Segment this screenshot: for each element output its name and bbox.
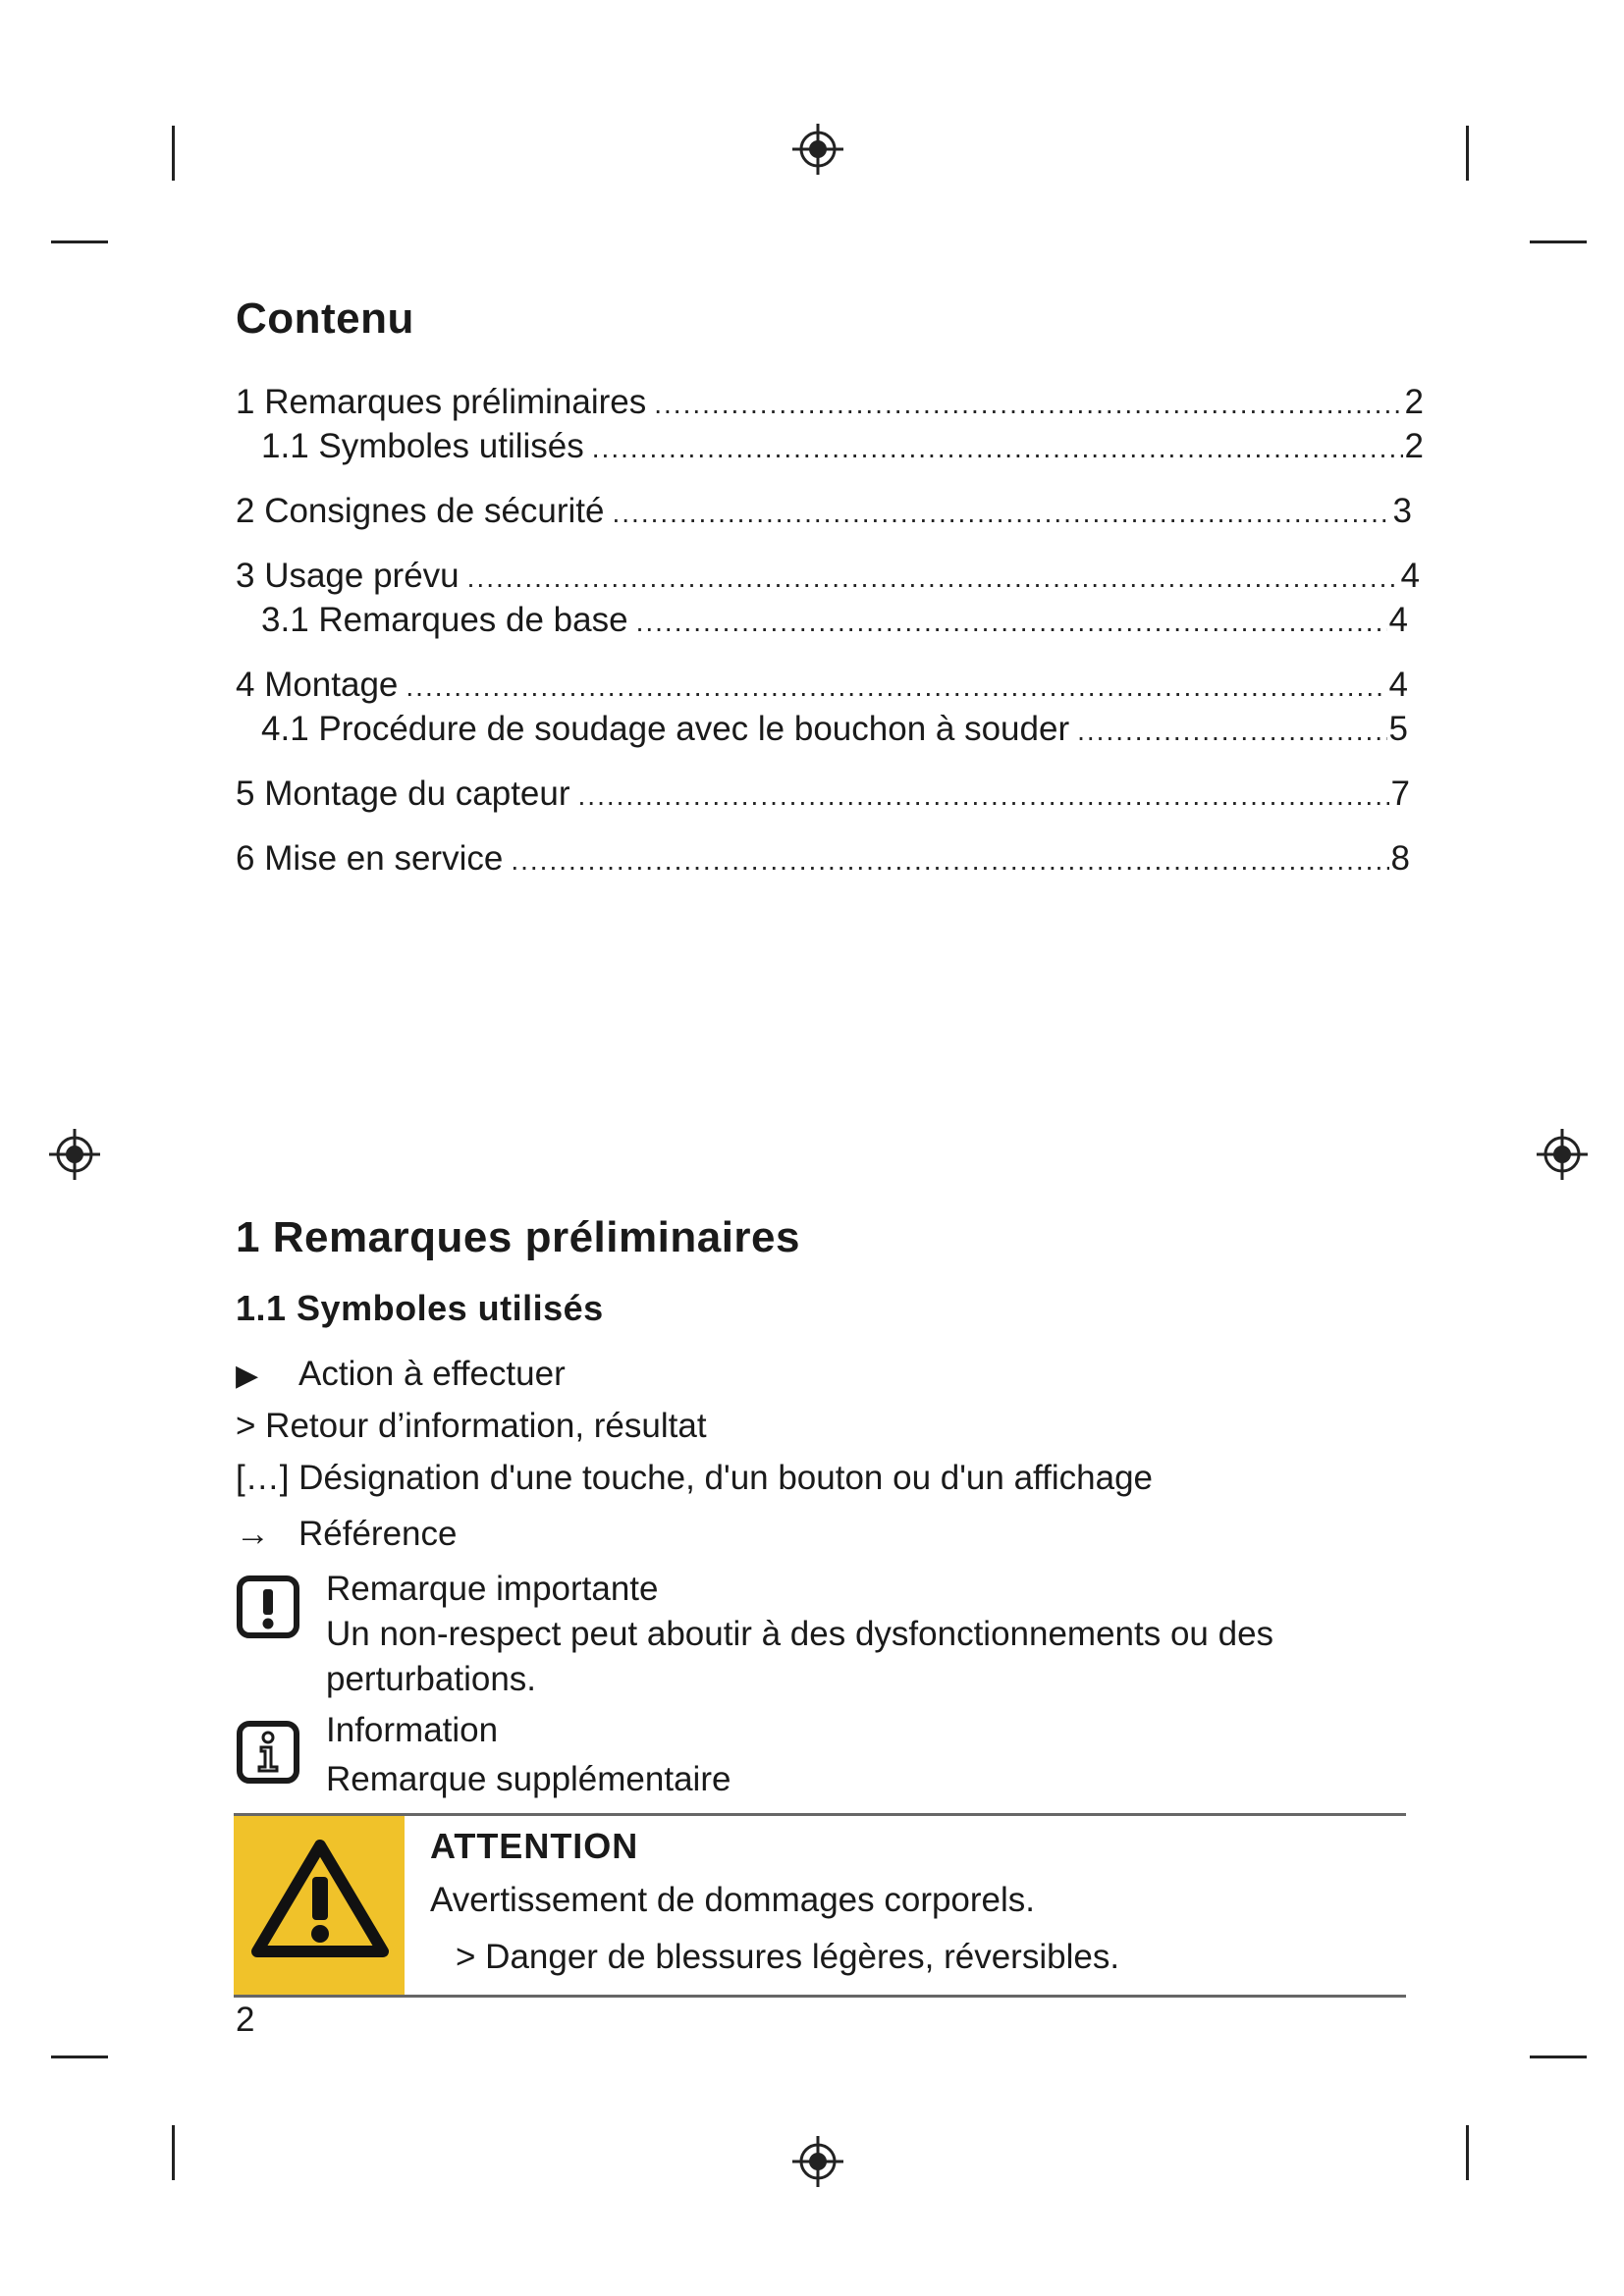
important-title: Remarque importante [326, 1570, 659, 1608]
toc-entry-label: 2 Consignes de sécurité [236, 492, 605, 530]
toc-dot-leader [592, 427, 1403, 470]
toc-entry-page: 3 [1392, 492, 1412, 530]
important-note [326, 1567, 1273, 1702]
registration-mark-right-icon [1535, 1127, 1590, 1182]
toc-title: Contenu [236, 294, 414, 343]
information-icon [236, 1720, 300, 1785]
toc-dot-leader [613, 492, 1391, 535]
subsection-heading: 1.1 Symboles utilisés [236, 1288, 604, 1328]
toc-entry[interactable] [236, 773, 1410, 816]
registration-mark-bottom-icon [790, 2134, 845, 2189]
toc-entry-label: 5 Montage du capteur [236, 774, 570, 813]
toc-entry[interactable] [236, 599, 1408, 642]
toc-entry[interactable] [236, 555, 1420, 598]
toc-dot-leader [636, 601, 1387, 644]
info-note [326, 1708, 731, 1802]
symbol-designation-line: […] Désignation d'une touche, d'un bouton ou d'un affichage [236, 1459, 1153, 1497]
action-triangle-icon: ▶ [236, 1360, 259, 1392]
toc-entry[interactable] [236, 837, 1410, 881]
toc-entry[interactable] [236, 490, 1412, 533]
attention-title: ATTENTION [430, 1826, 639, 1866]
section-heading: 1 Remarques préliminaires [236, 1213, 800, 1261]
page-number: 2 [236, 2001, 255, 2039]
symbol-action-line [236, 1355, 566, 1394]
attention-detail: > Danger de blessures légères, réversibles. [456, 1938, 1120, 1976]
toc-entry-page: 4 [1388, 601, 1408, 639]
info-text: Remarque supplémentaire [326, 1760, 731, 1798]
toc-dot-leader [578, 774, 1389, 818]
reference-text: Référence [298, 1515, 458, 1553]
attention-warning-box [234, 1813, 1406, 1998]
toc-dot-leader [467, 557, 1399, 600]
toc-dot-leader [1077, 710, 1386, 753]
toc-entry-label: 6 Mise en service [236, 839, 504, 878]
registration-mark-top-icon [790, 122, 845, 177]
registration-mark-left-icon [47, 1127, 102, 1182]
toc-entry-page: 2 [1404, 383, 1424, 421]
toc-entry[interactable] [236, 425, 1424, 468]
toc-entry-label: 3 Usage prévu [236, 557, 460, 595]
symbol-feedback-line: > Retour d’information, résultat [236, 1407, 707, 1445]
toc-entry-page: 7 [1390, 774, 1410, 813]
toc-entry[interactable] [236, 664, 1408, 707]
toc-entry-label: 1.1 Symboles utilisés [261, 427, 584, 465]
info-title: Information [326, 1711, 499, 1749]
important-text-line1: Un non-respect peut aboutir à des dysfonctionnements ou des [326, 1615, 1274, 1653]
toc-entry-page: 8 [1390, 839, 1410, 878]
crop-mark-bottom-right-vertical [1466, 2125, 1469, 2180]
toc-entry[interactable] [236, 381, 1424, 424]
crop-mark-bottom-left-horizontal [51, 2056, 108, 2058]
symbol-reference-line [236, 1515, 457, 1554]
toc-entry[interactable] [236, 708, 1408, 751]
crop-mark-top-right-horizontal [1530, 240, 1587, 243]
toc-entry-label: 1 Remarques préliminaires [236, 383, 647, 421]
warning-panel [234, 1816, 405, 1995]
toc-entry-page: 4 [1400, 557, 1420, 595]
toc-dot-leader [654, 383, 1402, 426]
toc-dot-leader [511, 839, 1388, 882]
toc-entry-page: 2 [1404, 427, 1424, 465]
crop-mark-top-left-horizontal [51, 240, 108, 243]
important-exclamation-icon [236, 1575, 300, 1639]
crop-mark-top-right-vertical [1466, 126, 1469, 181]
toc-entry-page: 4 [1388, 666, 1408, 704]
toc-entry-label: 3.1 Remarques de base [261, 601, 628, 639]
important-text-line2: perturbations. [326, 1660, 537, 1698]
toc-entry-label: 4 Montage [236, 666, 399, 704]
warning-triangle-icon [251, 1838, 389, 1959]
action-text: Action à effectuer [298, 1355, 566, 1393]
toc-entry-label: 4.1 Procédure de soudage avec le bouchon à souder [261, 710, 1070, 748]
attention-message: Avertissement de dommages corporels. [430, 1881, 1036, 1919]
crop-mark-bottom-left-vertical [172, 2125, 175, 2180]
crop-mark-bottom-right-horizontal [1530, 2056, 1587, 2058]
reference-arrow-icon: → [236, 1515, 270, 1553]
toc-entry-page: 5 [1388, 710, 1408, 748]
toc-dot-leader [406, 666, 1386, 709]
crop-mark-top-left-vertical [172, 126, 175, 181]
